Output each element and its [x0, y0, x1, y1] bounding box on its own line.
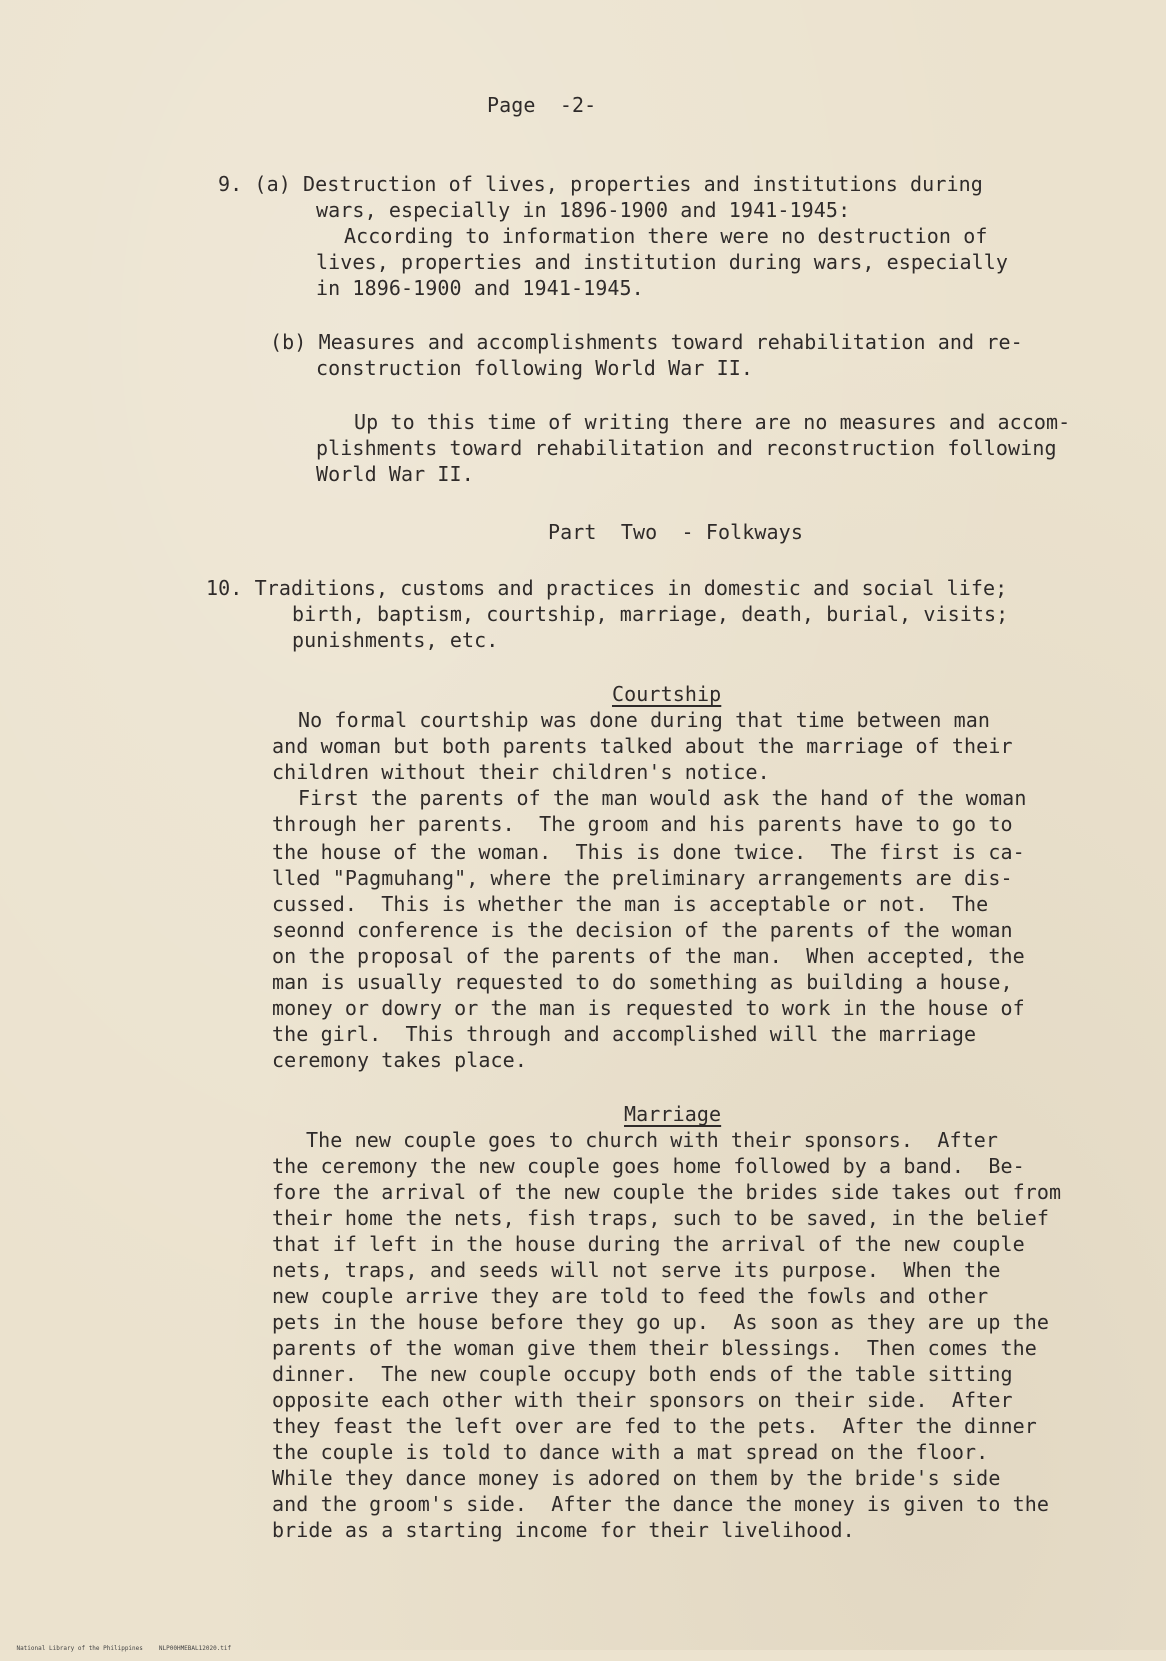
item9-b-line-5: World War II.: [316, 462, 474, 486]
marriage-line-9: parents of the woman give them their blessings. Then comes the: [272, 1336, 1037, 1360]
courtship-line-8: cussed. This is whether the man is acceptable or not. The: [272, 892, 989, 916]
item9-a-line-4: lives, properties and institution during wars, especially: [316, 250, 1009, 274]
courtship-line-6: the house of the woman. This is done twice. The first is ca-: [272, 840, 1025, 864]
item9-b-line-4: plishments toward rehabilitation and reconstruction following: [316, 436, 1057, 460]
courtship-line-7: lled "Pagmuhang", where the preliminary arrangements are dis-: [272, 866, 1013, 890]
courtship-line-10: on the proposal of the parents of the man. When accepted, the: [272, 944, 1025, 968]
courtship-line-3: children without their children's notice.: [272, 760, 770, 784]
footer-file-id: NLP00HMEBAL12020.tif: [158, 1645, 232, 1652]
part-two-title: Part Two - Folkways: [548, 520, 803, 544]
courtship-line-14: ceremony takes place.: [272, 1048, 527, 1072]
footer-library: National Library of the Philippines: [16, 1645, 143, 1652]
marriage-line-12: they feast the left over are fed to the pets. After the dinner: [272, 1414, 1037, 1438]
marriage-line-15: and the groom's side. After the dance the money is given to the: [272, 1492, 1050, 1516]
marriage-line-14: While they dance money is adored on them by the bride's side: [272, 1466, 1001, 1490]
item9-a-line-1: 9. (a) Destruction of lives, properties and institutions during: [218, 172, 983, 196]
item9-a-line-2: wars, especially in 1896-1900 and 1941-1945:: [316, 198, 851, 222]
marriage-line-6: nets, traps, and seeds will not serve its purpose. When the: [272, 1258, 1001, 1282]
marriage-line-1: The new couple goes to church with their sponsors. After: [306, 1128, 999, 1152]
marriage-line-7: new couple arrive they are told to feed the fowls and other: [272, 1284, 989, 1308]
item10-line-2: birth, baptism, courtship, marriage, death, burial, visits;: [292, 602, 1009, 626]
marriage-line-5: that if left in the house during the arrival of the new couple: [272, 1232, 1025, 1256]
marriage-line-8: pets in the house before they go up. As soon as they are up the: [272, 1310, 1050, 1334]
marriage-line-2: the ceremony the new couple goes home followed by a band. Be-: [272, 1154, 1025, 1178]
page-header: Page -2-: [487, 93, 597, 117]
courtship-line-5: through her parents. The groom and his parents have to go to: [272, 812, 1013, 836]
item9-a-line-3: According to information there were no destruction of: [344, 224, 988, 248]
marriage-heading: Marriage: [624, 1102, 722, 1126]
marriage-line-10: dinner. The new couple occupy both ends of the table sitting: [272, 1362, 1013, 1386]
courtship-line-13: the girl. This through and accomplished will the marriage: [272, 1022, 977, 1046]
item9-b-line-1: (b) Measures and accomplishments toward rehabilitation and re-: [270, 330, 1023, 354]
marriage-line-3: fore the arrival of the new couple the brides side takes out from: [272, 1180, 1062, 1204]
item10-line-3: punishments, etc.: [292, 628, 499, 652]
courtship-line-9: seonnd conference is the decision of the parents of the woman: [272, 918, 1013, 942]
courtship-line-4: First the parents of the man would ask the hand of the woman: [298, 786, 1027, 810]
scan-footer: [2, 1637, 247, 1661]
courtship-line-1: No formal courtship was done during that time between man: [298, 708, 991, 732]
marriage-line-4: their home the nets, fish traps, such to be saved, in the belief: [272, 1206, 1050, 1230]
item9-b-line-2: construction following World War II.: [316, 356, 754, 380]
courtship-line-12: money or dowry or the man is requested to work in the house of: [272, 996, 1025, 1020]
courtship-heading: Courtship: [612, 682, 722, 706]
item10-line-1: 10. Traditions, customs and practices in domestic and social life;: [206, 576, 1008, 600]
courtship-line-11: man is usually requested to do something as building a house,: [272, 970, 1013, 994]
marriage-line-11: opposite each other with their sponsors on their side. After: [272, 1388, 1013, 1412]
marriage-line-16: bride as a starting income for their livelihood.: [272, 1518, 855, 1542]
courtship-line-2: and woman but both parents talked about the marriage of their: [272, 734, 1013, 758]
item9-b-line-3: Up to this time of writing there are no measures and accom-: [354, 410, 1071, 434]
item9-a-line-5: in 1896-1900 and 1941-1945.: [316, 276, 644, 300]
marriage-line-13: the couple is told to dance with a mat spread on the floor.: [272, 1440, 989, 1464]
